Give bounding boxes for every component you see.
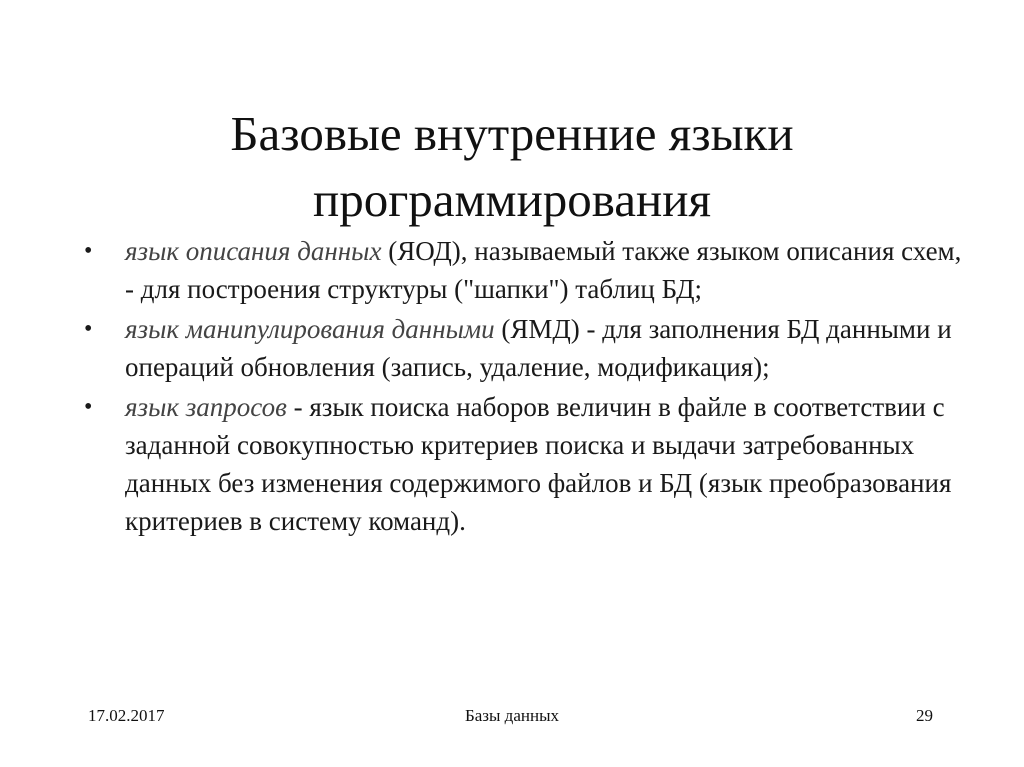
bullet-item bbox=[84, 310, 964, 386]
title-line-1: Базовые внутренние языки bbox=[230, 105, 794, 161]
bullet-term: язык манипулирования данными bbox=[125, 314, 495, 344]
bullet-term: язык запросов bbox=[125, 392, 287, 422]
page-number: 29 bbox=[916, 706, 933, 725]
bullet-list bbox=[84, 232, 964, 542]
footer-date: 17.02.2017 bbox=[88, 706, 165, 725]
footer-title: Базы данных bbox=[464, 706, 559, 725]
bullet-item bbox=[84, 232, 964, 308]
bullet-icon: • bbox=[84, 316, 93, 342]
slide-title bbox=[60, 101, 964, 233]
bullet-icon: • bbox=[84, 394, 93, 420]
bullet-icon: • bbox=[84, 238, 93, 264]
bullet-text: - язык поиска наборов величин в файле в соответствии с заданной совокупностью критериев поиска и выдачи затребованных данных без изменения содержимого файлов и БД (язык преобразования критериев в систему команд). bbox=[125, 392, 952, 536]
bullet-text: (ЯОД), называемый также языком описания схем, - для построения структуры ("шапки") таблиц БД; bbox=[125, 236, 962, 304]
bullet-term: язык описания данных bbox=[125, 236, 382, 266]
bullet-item bbox=[84, 388, 964, 540]
title-line-2: программирования bbox=[312, 171, 712, 227]
bullet-text: (ЯМД) - для заполнения БД данными и операций обновления (запись, удаление, модификация); bbox=[125, 314, 952, 382]
